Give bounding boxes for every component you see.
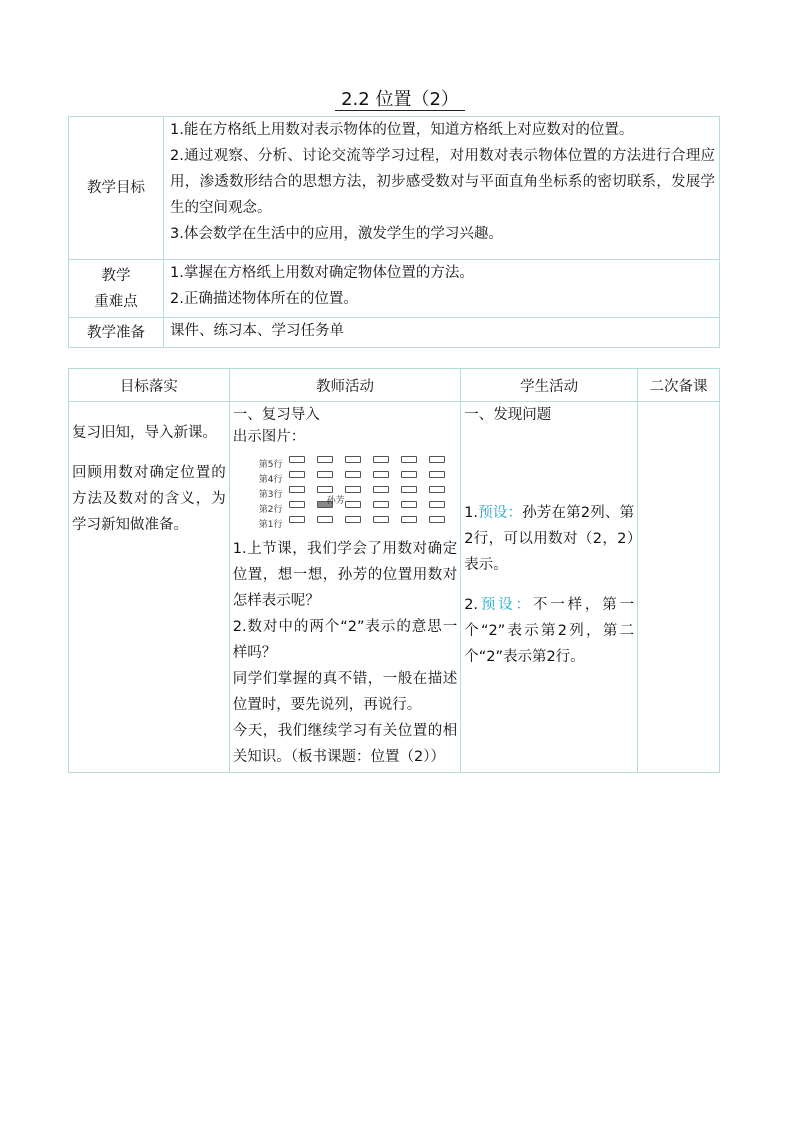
preparation-content: 课件、练习本、学习任务单: [164, 318, 720, 348]
goal-text-2: 回顾用数对确定位置的方法及数对的含义，为学习新知做准备。: [72, 465, 226, 533]
objectives-row: [69, 117, 720, 260]
backup-cell: [638, 402, 720, 773]
desk-icon: [289, 471, 305, 478]
desk-icon: [317, 471, 333, 478]
goal-cell: [69, 402, 230, 773]
desk-icon: [401, 471, 417, 478]
header-teacher: 教师活动: [229, 369, 460, 402]
teacher-paragraph-4: 今天，我们继续学习有关位置的相关知识。（板书课题：位置（2））: [232, 723, 458, 765]
preset-label: 预设：: [478, 597, 533, 613]
student-answer-2: 2.预设：不一样，第一个“2”表示第2列，第二个“2”表示第2行。: [464, 597, 635, 665]
desk-icon: [317, 456, 333, 463]
desk-icon: [289, 486, 305, 493]
key-points-content: [164, 260, 720, 318]
row-label: 第4行: [258, 475, 283, 485]
header-goal: 目标落实: [69, 369, 230, 402]
activity-row: [69, 402, 720, 773]
row-label: 第1行: [258, 520, 283, 530]
desk-icon: [429, 516, 445, 523]
desk-icon: [345, 471, 361, 478]
desk-icon: [429, 501, 445, 508]
preparation-label: 教学准备: [69, 318, 164, 348]
row-label: 第2行: [258, 505, 283, 515]
student-answer-1: 1.预设：孙芳在第2列、第2行，可以用数对（2，2）表示。: [464, 505, 635, 573]
teacher-question-2: 2.数对中的两个“2”表示的意思一样吗？: [232, 619, 458, 661]
goal-text-1: 复习旧知，导入新课。: [72, 425, 217, 441]
objectives-label: 教学目标: [69, 117, 164, 260]
desk-icon: [345, 516, 361, 523]
preset-label: 预设：: [478, 505, 523, 521]
desk-icon: [429, 486, 445, 493]
desk-icon: [401, 516, 417, 523]
desk-icon: [373, 456, 389, 463]
desk-icon: [317, 516, 333, 523]
teacher-cell: [229, 402, 460, 773]
teacher-paragraph-3: 同学们掌握的真不错，一般在描述位置时，要先说列，再说行。: [232, 671, 458, 713]
desk-icon: [429, 471, 445, 478]
row-label: 第3行: [258, 490, 283, 500]
desk-icon: [373, 471, 389, 478]
page-title: 2.2 位置（2）: [0, 86, 800, 114]
desk-icon: [401, 501, 417, 508]
row-label: 第5行: [258, 460, 283, 470]
info-table: [68, 116, 720, 348]
desk-icon: [401, 486, 417, 493]
header-row: [69, 369, 720, 402]
desk-icon: [429, 456, 445, 463]
objective-3: 3.体会数学在生活中的应用，激发学生的学习兴趣。: [170, 226, 503, 242]
header-student: 学生活动: [461, 369, 638, 402]
desk-icon: [373, 501, 389, 508]
desk-icon: [345, 501, 361, 508]
seating-illustration: [233, 452, 453, 534]
preparation-row: [69, 318, 720, 348]
objective-1: 1.能在方格纸上用数对表示物体的位置，知道方格纸上对应数对的位置。: [170, 122, 634, 138]
student-cell: [461, 402, 638, 773]
student-heading: 一、发现问题: [464, 407, 552, 423]
key-points-row: [69, 260, 720, 318]
objective-2: 2.通过观察、分析、讨论交流等学习过程，对用数对表示物体位置的方法进行合理应用，渗透数形结合的思想方法，初步感受数对与平面直角坐标系的密切联系，发展学生的空间观念。: [170, 148, 715, 216]
desk-icon: [345, 456, 361, 463]
student-name-label: 孙芳: [326, 496, 345, 506]
desk-icon: [373, 486, 389, 493]
activity-table: [68, 368, 720, 773]
desk-icon: [345, 486, 361, 493]
key-point-1: 1.掌握在方格纸上用数对确定物体位置的方法。: [170, 265, 474, 281]
desk-icon: [401, 456, 417, 463]
desk-icon: [289, 456, 305, 463]
teacher-question-1: 1.上节课，我们学会了用数对确定位置，想一想，孙芳的位置用数对怎样表示呢？: [232, 541, 458, 609]
desk-icon: [289, 501, 305, 508]
desk-icon: [373, 516, 389, 523]
teacher-heading: 一、复习导入: [232, 407, 320, 423]
key-points-label: 教学 重难点: [69, 260, 164, 318]
key-point-2: 2.正确描述物体所在的位置。: [170, 291, 358, 307]
teacher-show: 出示图片：: [232, 429, 306, 445]
desk-icon: [289, 516, 305, 523]
objectives-content: [164, 117, 720, 260]
header-backup: 二次备课: [638, 369, 720, 402]
